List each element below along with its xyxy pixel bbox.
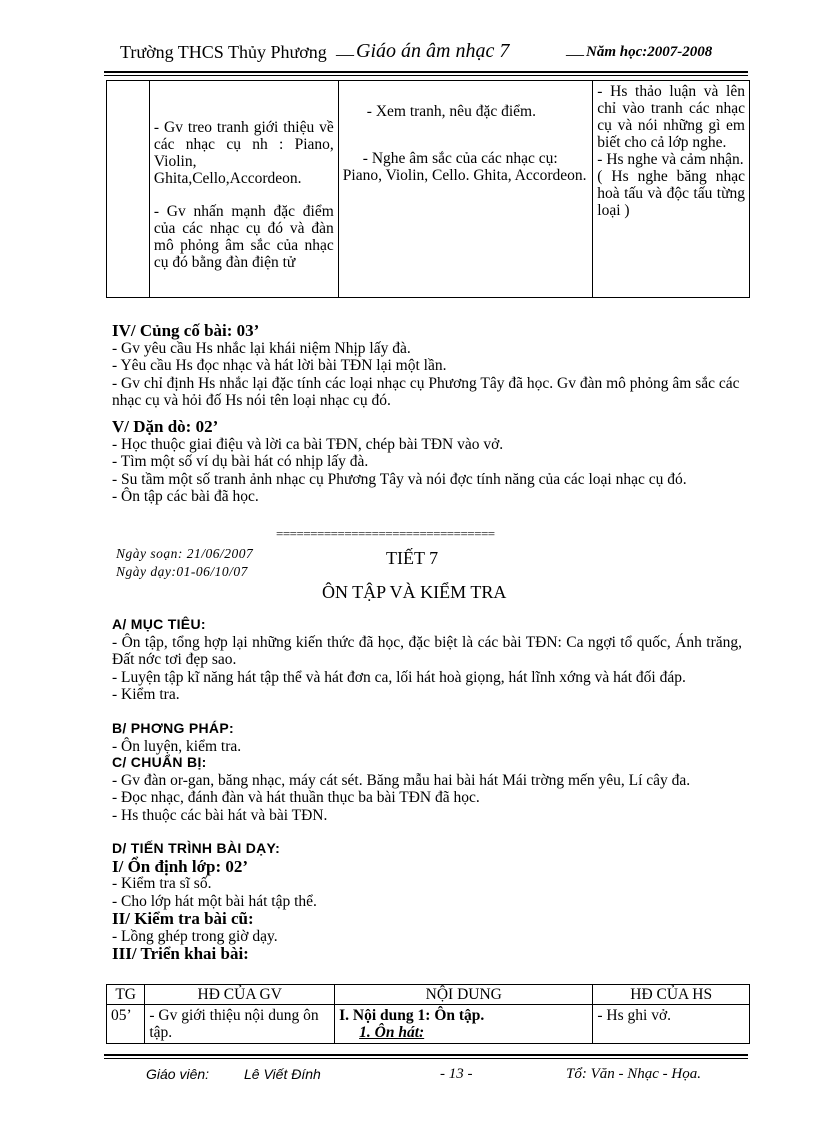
text-line: - Cho lớp hát một bài hát tập thể. <box>112 892 317 910</box>
header-dash-left: — <box>336 44 354 64</box>
row-gv: - Gv giới thiệu nội dung ôn tập. <box>145 1005 335 1044</box>
teacher-name: Lê Viết Đính <box>244 1066 321 1082</box>
header-tg: TG <box>107 985 145 1005</box>
school-year: Năm học:2007-2008 <box>586 44 713 60</box>
text-line: - Yêu cầu Hs đọc nhạc và hát lời bài TĐN lại một lần. <box>112 357 447 374</box>
header-rule <box>104 71 748 73</box>
lesson-title: ÔN TẬP VÀ KIỂM TRA <box>322 582 507 602</box>
nd-cell <box>338 81 593 298</box>
footer-rule <box>104 1054 748 1056</box>
subsection-heading: II/ Kiểm tra bài cũ: <box>112 909 254 928</box>
row-noi-dung <box>335 1005 593 1044</box>
section-dan-do <box>112 418 742 506</box>
header-gv: HĐ CỦA GV <box>145 985 335 1005</box>
text-line: - Ôn tập, tổng hợp lại những kiến thức đã học, đặc biệt là các bài TĐN: Ca ngợi tổ quốc, Ánh trăng, Đất nớc tơi đẹp sao. <box>112 633 742 668</box>
row-tg: 05’ <box>107 1005 145 1044</box>
content-subheading: 1. Ôn hát: <box>359 1024 425 1041</box>
section-phuong-phap <box>112 720 742 755</box>
section-heading: V/ Dặn dò: 02’ <box>112 417 219 436</box>
nd-item: Piano, Violin, Cello. Ghita, Accordeon. <box>342 167 587 184</box>
school-name: Trường THCS Thủy Phương <box>120 42 327 62</box>
content-heading: I. Nội dung 1: Ôn tập. <box>339 1007 485 1024</box>
text-line: - Ôn luyện, kiểm tra. <box>112 737 242 755</box>
page-number: - 13 - <box>440 1066 473 1082</box>
document-title: Giáo án âm nhạc 7 <box>356 40 510 62</box>
footer-rule-thin <box>104 1058 748 1059</box>
activity-table-continued <box>106 80 750 298</box>
text-line: - Đọc nhạc, đánh đàn và hát thuần thục ba bài TĐN đã học. <box>112 789 480 806</box>
group-name: Tổ: Văn - Nhạc - Họa. <box>566 1066 701 1082</box>
header-dash-right: — <box>566 44 584 64</box>
text-line: - Kiểm tra sĩ số. <box>112 875 212 892</box>
lesson-number: TIẾT 7 <box>386 548 439 568</box>
header-noi-dung: NỘI DUNG <box>335 985 593 1005</box>
gv-cell <box>149 81 338 298</box>
section-muc-tieu <box>112 616 742 704</box>
section-heading: A/ MỤC TIÊU: <box>112 616 206 632</box>
hs-item: - Hs nghe và cảm nhận. <box>597 151 744 168</box>
header-rule-thin <box>104 75 748 76</box>
text-line: - Gv chỉ định Hs nhắc lại đặc tính các loại nhạc cụ Phương Tây đã học. Gv đàn mô phỏng âm sắc các nhạc cụ và hỏi đố Hs nói tên loại nhạc cụ đó. <box>112 374 740 409</box>
ngay-soan: Ngày soạn: 21/06/2007 <box>116 546 254 561</box>
text-line: - Tìm một số ví dụ bài hát có nhịp lấy đà. <box>112 453 369 470</box>
subsection-heading: I/ Ổn định lớp: 02’ <box>112 856 249 876</box>
text-line: - Học thuộc giai điệu và lời ca bài TĐN, chép bài TĐN vào vở. <box>112 435 504 453</box>
text-line: - Hs thuộc các bài hát và bài TĐN. <box>112 806 328 824</box>
section-cung-co <box>112 322 742 410</box>
subsection-heading: III/ Triển khai bài: <box>112 944 249 963</box>
nd-item: - Nghe âm sắc của các nhạc cụ: <box>362 150 558 167</box>
nd-item: - Xem tranh, nêu đặc điểm. <box>366 103 536 120</box>
gv-item: - Gv nhấn mạnh đặc điểm của các nhạc cụ đó và đàn mô phỏng âm sắc của nhạc cụ đó bằng đàn điện tử <box>153 203 334 271</box>
text-line: - Kiểm tra. <box>112 686 180 703</box>
text-line: - Luyện tập kĩ năng hát tập thể và hát đơn ca, lối hát hoà giọng, hát lĩnh xớng và hát đối đáp. <box>112 668 686 686</box>
section-heading: IV/ Củng cố bài: 03’ <box>112 321 260 340</box>
text-line: - Lồng ghép trong giờ dạy. <box>112 927 278 945</box>
section-tien-trinh <box>112 840 742 963</box>
gv-item: - Gv treo tranh giới thiệu về các nhạc cụ nh : Piano, Violin, Ghita,Cello,Accordeon. <box>153 119 334 187</box>
section-heading: D/ TIẾN TRÌNH BÀI DẠY: <box>112 840 281 856</box>
text-line: - Gv đàn or-gan, băng nhạc, máy cát sét. Băng mẫu hai bài hát Mái trờng mến yêu, Lí cây đa. <box>112 771 691 789</box>
text-line: - Su tầm một số tranh ảnh nhạc cụ Phương Tây và nói đợc tính năng của các loại nhạc cụ đó. <box>112 470 687 488</box>
row-hs: - Hs ghi vở. <box>593 1005 750 1044</box>
text-line: - Ôn tập các bài đã học. <box>112 488 259 505</box>
hs-item: - Hs thảo luận và lên chỉ vào tranh các nhạc cụ và nói những gì em biết cho cả lớp nghe. <box>597 83 745 151</box>
section-heading: B/ PHƠNG PHÁP: <box>112 720 234 736</box>
ngay-day: Ngày dạy:01-06/10/07 <box>116 564 248 579</box>
tg-cell <box>107 81 150 298</box>
text-line: - Gv yêu cầu Hs nhắc lại khái niệm Nhịp lấy đà. <box>112 339 411 357</box>
teacher-label: Giáo viên: <box>146 1066 210 1082</box>
header-hs: HĐ CỦA HS <box>593 985 750 1005</box>
activity-table <box>106 984 750 1044</box>
hs-cell <box>593 81 750 298</box>
hs-item: ( Hs nghe băng nhạc hoà tấu và độc tấu từng loại ) <box>597 168 745 219</box>
separator-line: ================================ <box>276 526 495 541</box>
section-heading: C/ CHUẨN BỊ: <box>112 754 207 770</box>
section-chuan-bi <box>112 754 742 824</box>
